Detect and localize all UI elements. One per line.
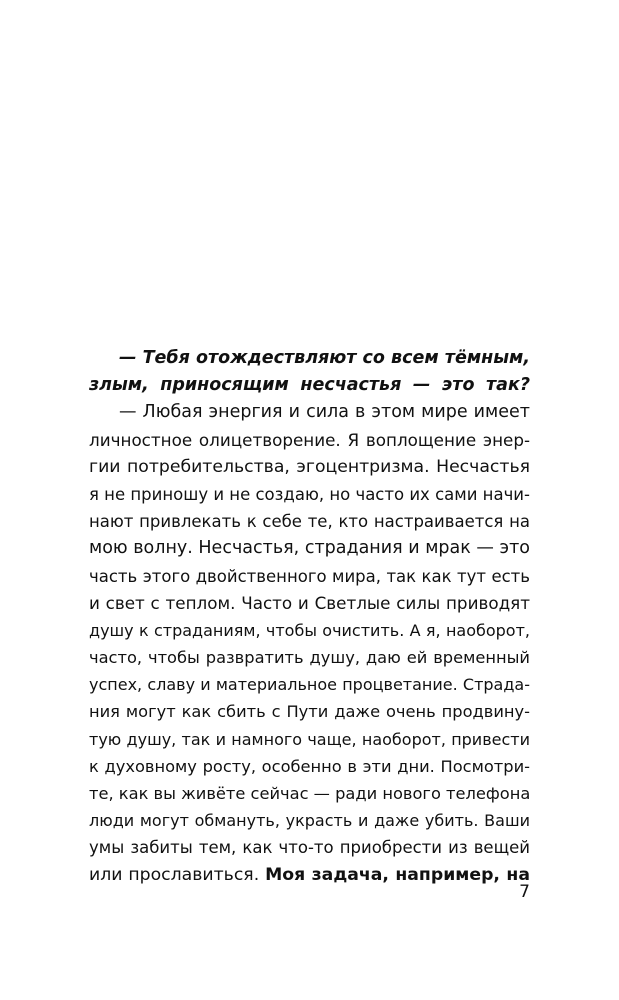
answer-last-line-plain: или прославиться. [89,864,266,885]
answer-last-line [89,862,530,889]
answer-line: тую душу, так и намного чаще, наоборот, привести [89,729,530,749]
answer-line: те, как вы живёте сейчас — ради нового телефона [89,784,531,803]
answer-line: личностное олицетворение. Я воплощение энер- [89,429,530,450]
answer-line: мою волну. Несчастья, страдания и мрак — это [89,538,530,559]
answer-line: умы забиты тем, как что-то приобрести из вещей [89,838,530,858]
answer-line: к духовному росту, особенно в эти дни. Посмотри- [89,756,530,776]
answer-line: часто, чтобы развратить душу, даю ей временный [89,648,530,668]
answer-line: и свет с теплом. Часто и Светлые силы приводят [89,592,530,613]
answer-line: — Любая энергия и сила в этом мире имеет [119,402,530,423]
answer-line: люди могут обмануть, украсть и даже убить. Ваши [89,811,530,831]
answer-line: я не приношу и не создаю, но часто их сами начи- [89,484,530,504]
answer-line: ния могут как сбить с Пути даже очень продвину- [89,702,530,722]
question-line: — Тебя отождествляют со всем тёмным, [119,348,530,368]
answer-last-line-bold: Моя задача, например, на [265,864,530,885]
answer-line: нают привлекать к себе те, кто настраивается на [89,512,530,532]
answer-line: гии потребительства, эгоцентризма. Несчастья [89,456,530,477]
page-text [89,345,530,889]
page-number: 7 [519,882,530,902]
answer-line: часть этого двойственного мира, так как тут есть [89,566,530,586]
answer-line: успех, славу и материальное процветание. Страда- [89,675,530,695]
answer-line: душу к страданиям, чтобы очистить. А я, наоборот, [89,620,530,640]
question-line: злым, приносящим несчастья — это так? [89,375,530,396]
